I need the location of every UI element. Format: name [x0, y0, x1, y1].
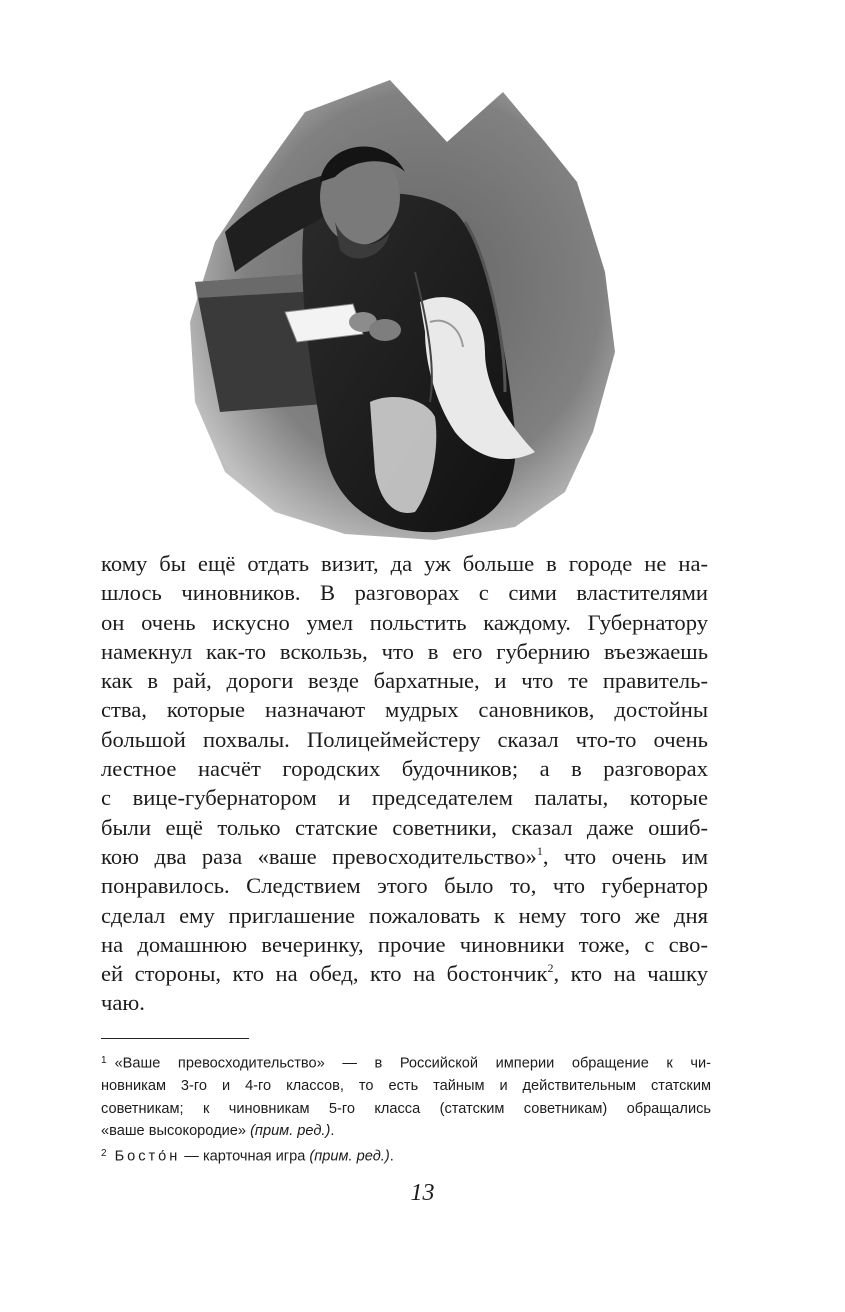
- text-line: он очень искусно умел польстить каждому. Губернатору: [101, 609, 708, 635]
- text-line: кому бы ещё отдать визит, да уж больше в городе не на-: [101, 551, 708, 576]
- footnote-text: «Ваше превосходительство» — в Российской империи обращение к чи-: [114, 1055, 711, 1072]
- text-line: шлось чиновников. В разговорах с сими властителями: [101, 580, 708, 606]
- footnote-ref-2: 2: [547, 961, 554, 976]
- footnote-1-line: новникам 3-го и 4-го классов, то есть тайным и действительным статским: [101, 1078, 711, 1094]
- text-line: чаю.: [101, 990, 145, 1016]
- text-line: ства, которые назначают мудрых сановников, достойны: [101, 697, 708, 723]
- editor-note: (прим. ред.): [309, 1148, 390, 1164]
- main-text: [101, 549, 708, 1018]
- text-line: сделал ему приглашение пожаловать к нему того же дня: [101, 902, 708, 928]
- text-line: были ещё только статские советники, сказал даже ошиб-: [101, 814, 708, 840]
- footnote-separator: [101, 1038, 249, 1039]
- text-segment: , что очень им: [542, 843, 709, 869]
- footnote-number: 2: [101, 1147, 107, 1159]
- footnote-1-line: [101, 1120, 711, 1143]
- footnote-1-line: [101, 1050, 711, 1075]
- text-line: намекнул как-то вскользь, что в его губернию въезжаешь: [101, 638, 708, 664]
- text-segment: ей стороны, кто на обед, кто на бостончик: [101, 961, 548, 987]
- text-line: с вице-губернатором и председателем палаты, которые: [101, 785, 708, 811]
- footnote-text: — карточная игра: [180, 1148, 310, 1164]
- text-line: как в рай, дороги везде бархатные, и что те правитель-: [101, 668, 708, 694]
- footnote-2-line: [101, 1143, 711, 1168]
- footnote-1-line: советникам; к чиновникам 5-го класса (статским советникам) обращались: [101, 1100, 711, 1117]
- footnotes: [101, 1050, 711, 1168]
- man-reading-illustration: [185, 72, 625, 542]
- footnote-end: .: [330, 1123, 335, 1139]
- editor-note: (прим. ред.): [250, 1123, 331, 1139]
- text-line: лестное насчёт городских будочников; а в разговорах: [101, 756, 708, 782]
- text-segment: , кто на чашку: [553, 961, 709, 987]
- footnote-end: .: [389, 1148, 394, 1164]
- text-line: на домашнюю вечеринку, прочие чиновники тоже, с сво-: [101, 931, 708, 957]
- text-line-with-footnote-2: [101, 959, 708, 988]
- text-line-with-footnote-1: [101, 842, 708, 871]
- footnote-text: «ваше высокородие»: [101, 1123, 246, 1139]
- text-segment: кою два раза «ваше превосходительство»: [101, 843, 537, 869]
- footnote-ref-1: 1: [536, 843, 543, 858]
- page-number: 13: [410, 1180, 435, 1206]
- text-line: большой похвалы. Полицеймейстеру сказал что-то очень: [101, 726, 708, 752]
- footnote-term: Босто́н: [114, 1148, 181, 1164]
- text-line: понравилось. Следствием этого было то, что губернатор: [101, 873, 708, 899]
- footnote-number: 1: [101, 1055, 107, 1066]
